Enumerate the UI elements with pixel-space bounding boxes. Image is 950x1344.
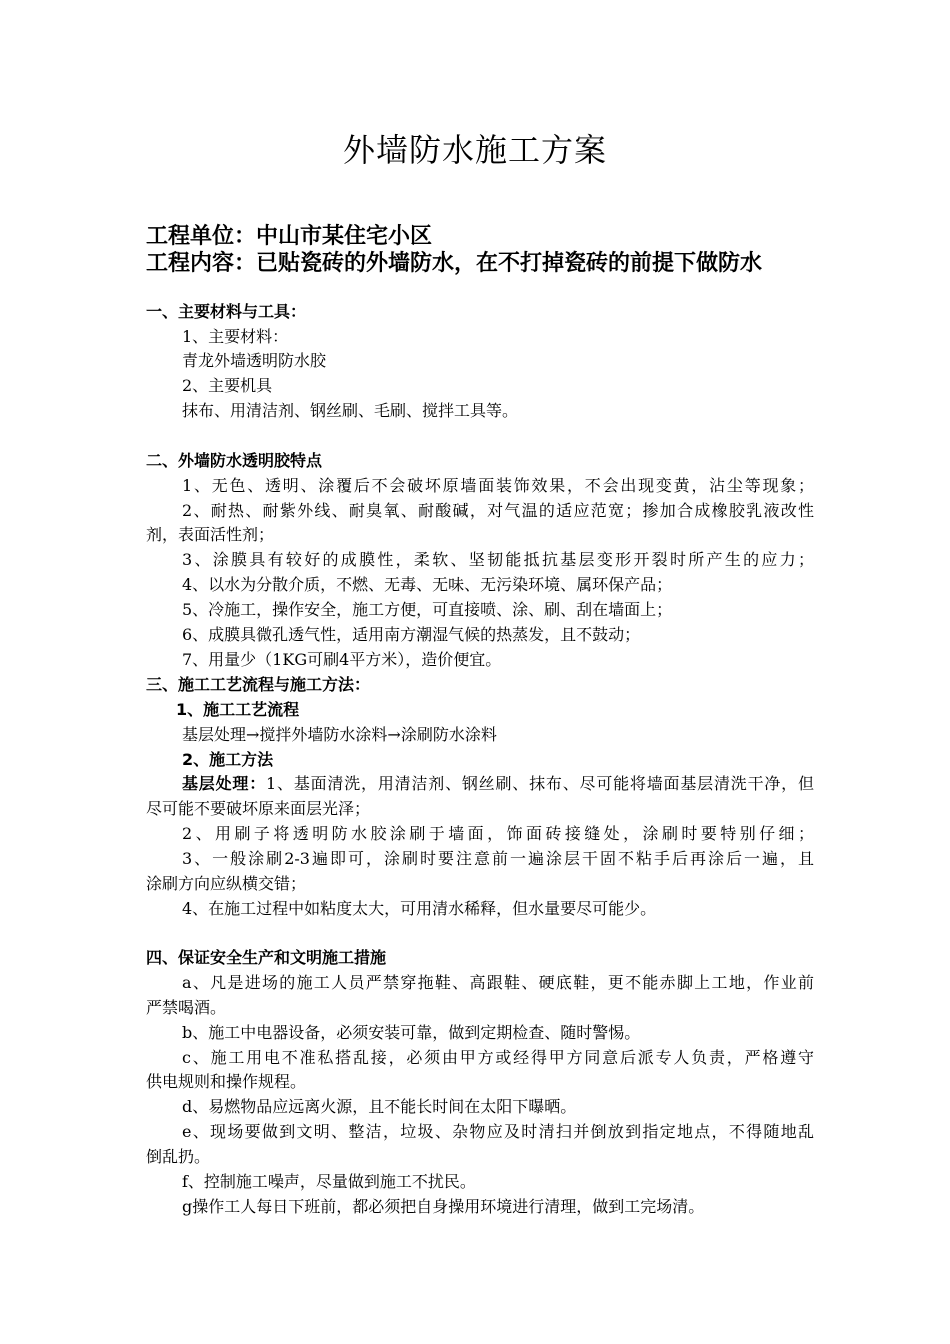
section1-line: 青龙外墙透明防水胶 — [182, 351, 327, 370]
section4-item: a、凡是进场的施工人员严禁穿拖鞋、高跟鞋、硬底鞋，更不能赤脚上工地，作业前 — [182, 973, 814, 992]
section4-item: 严禁喝酒。 — [146, 998, 227, 1017]
section3-subheading: 2、施工方法 — [182, 750, 274, 769]
section2-paragraph: 7、用量少（1KG可刷4平方米），造价便宜。 — [182, 650, 502, 669]
project-content: 工程内容：已贴瓷砖的外墙防水，在不打掉瓷砖的前提下做防水 — [146, 251, 763, 276]
section3-method-line: 3、一般涂刷2-3遍即可，涂刷时要注意前一遍涂层干固不粘手后再涂后一遍，且 — [182, 849, 814, 868]
section4-item: c、施工用电不准私搭乱接，必须由甲方或经得甲方同意后派专人负责，严格遵守 — [182, 1048, 814, 1067]
section3-method-line: 涂刷方向应纵横交错； — [146, 874, 307, 893]
section3-method-line: 2、用刷子将透明防水胶涂刷于墙面，饰面砖接缝处，涂刷时要特别仔细； — [182, 824, 814, 843]
section4-item: f、控制施工噪声，尽量做到施工不扰民。 — [182, 1172, 476, 1191]
section2-paragraph: 4、以水为分散介质，不燃、无毒、无味、无污染环境、属环保产品； — [182, 575, 673, 594]
base-treatment-label: 基层处理： — [182, 774, 267, 793]
section2-paragraph: 3、涂膜具有较好的成膜性，柔软、坚韧能抵抗基层变形开裂时所产生的应力； — [182, 550, 814, 569]
section4-heading: 四、保证安全生产和文明施工措施 — [146, 948, 387, 967]
section1-line: 抹布、用清洁剂、钢丝刷、毛刷、搅拌工具等。 — [182, 401, 519, 420]
section4-item: g操作工人每日下班前，都必须把自身操用环境进行清理，做到工完场清。 — [182, 1197, 705, 1216]
section2-heading: 二、外墙防水透明胶特点 — [146, 451, 323, 470]
section2-paragraph: 5、冷施工，操作安全，施工方便，可直接喷、涂、刷、刮在墙面上； — [182, 600, 673, 619]
section3-method-line — [182, 773, 814, 795]
section2-paragraph: 剂，表面活性剂； — [146, 525, 275, 544]
project-unit: 工程单位：中山市某住宅小区 — [146, 224, 433, 249]
section2-paragraph: 6、成膜具微孔透气性，适用南方潮湿气候的热蒸发，且不鼓动； — [182, 625, 641, 644]
section3-subheading: 1、施工工艺流程 — [176, 700, 300, 719]
section2-paragraph: 2、耐热、耐紫外线、耐臭氧、耐酸碱，对气温的适应范宽；掺加合成橡胶乳液改性 — [182, 501, 814, 520]
section3-method-line: 尽可能不要破坏原来面层光泽； — [146, 799, 371, 818]
section4-item: b、施工中电器设备，必须安装可靠，做到定期检查、随时警惕。 — [182, 1023, 641, 1042]
section4-item: 倒乱扔。 — [146, 1147, 211, 1166]
section4-item: d、易燃物品应远离火源，且不能长时间在太阳下曝晒。 — [182, 1097, 577, 1116]
section1-heading: 一、主要材料与工具： — [146, 302, 307, 321]
section3-heading: 三、施工工艺流程与施工方法： — [146, 675, 371, 694]
document-title: 外墙防水施工方案 — [342, 131, 607, 169]
method-text: 1、基面清洗，用清洁剂、钢丝刷、抹布、尽可能将墙面基层清洗干净，但 — [266, 774, 814, 793]
section4-item: e、现场要做到文明、整洁，垃圾、杂物应及时清扫并倒放到指定地点，不得随地乱 — [182, 1122, 814, 1141]
section2-paragraph: 1、无色、透明、涂覆后不会破坏原墙面装饰效果，不会出现变黄，沾尘等现象； — [182, 476, 814, 495]
section4-item: 供电规则和操作规程。 — [146, 1072, 307, 1091]
section3-method-line: 4、在施工过程中如粘度太大，可用清水稀释，但水量要尽可能少。 — [182, 899, 657, 918]
section1-line: 1、主要材料： — [182, 327, 289, 346]
section1-line: 2、主要机具 — [182, 376, 273, 395]
section3-flow: 基层处理→搅拌外墙防水涂料→涂刷防水涂料 — [182, 725, 497, 744]
